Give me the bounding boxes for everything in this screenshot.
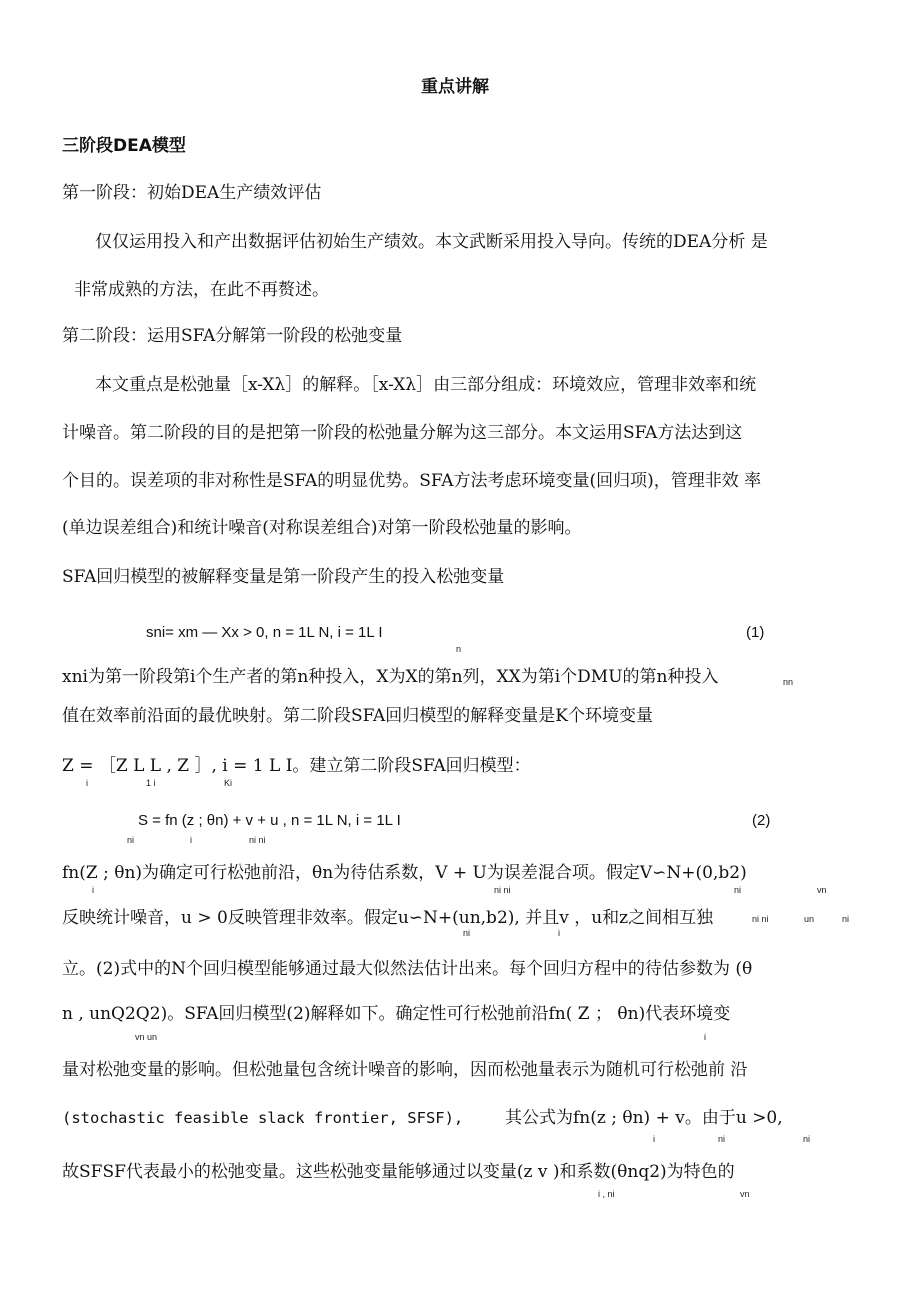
body-subscript: un bbox=[804, 914, 815, 924]
stage2-paragraph-line: 本文重点是松弛量［x-Xλ］的解释。［x-Xλ］由三部分组成：环境效应，管理非效率和统 bbox=[95, 375, 757, 395]
sfa-intro: SFA回归模型的被解释变量是第一阶段产生的投入松弛变量 bbox=[62, 567, 505, 587]
page-title: 重点讲解 bbox=[421, 77, 489, 97]
section-heading: 三阶段DEA模型 bbox=[62, 136, 186, 156]
body-subscript: i bbox=[92, 885, 94, 895]
equation-2-subscript: i bbox=[190, 835, 192, 845]
equation-1: sni= xm — Xx > 0, n = 1L N, i = 1L I bbox=[146, 624, 383, 641]
body-subscript: i bbox=[558, 928, 560, 938]
equation-1-number: (1) bbox=[746, 624, 765, 641]
body-line: 量对松弛变量的影响。但松弛量包含统计噪音的影响，因而松弛量表示为随机可行松弛前 沿 bbox=[62, 1060, 748, 1080]
body-subscript: i bbox=[704, 1032, 706, 1042]
z-subscript: i bbox=[86, 778, 88, 788]
body-line: 其公式为fn(z ; θn) + v。由于u >0, bbox=[505, 1108, 783, 1128]
body-subscript: ni ni bbox=[494, 885, 511, 895]
body-line-english: (stochastic feasible slack frontier, SFSF), bbox=[62, 1109, 464, 1127]
body-subscript: ni bbox=[734, 885, 742, 895]
equation-2-subscript: ni bbox=[127, 835, 135, 845]
z-subscript: 1 i bbox=[146, 778, 156, 788]
z-subscript: Ki bbox=[224, 778, 233, 788]
body-line: 立。(2)式中的N个回归模型能够通过最大似然法估计出来。每个回归方程中的待估参数为 (θ bbox=[62, 959, 753, 979]
z-vector-line: Z = ［Z L L , Z ］, i = 1 L I。建立第二阶段SFA回归模型： bbox=[62, 756, 531, 776]
body-subscript: i bbox=[653, 1134, 655, 1144]
stage2-paragraph-line: (单边误差组合)和统计噪音(对称误差组合)对第一阶段松弛量的影响。 bbox=[62, 518, 582, 538]
body-subscript: ni bbox=[718, 1134, 726, 1144]
stage1-heading: 第一阶段：初始DEA生产绩效评估 bbox=[62, 183, 322, 203]
body-subscript: vn bbox=[817, 885, 827, 895]
body-subscript: ni bbox=[463, 928, 471, 938]
body-subscript: ni bbox=[842, 914, 850, 924]
stage2-heading: 第二阶段：运用SFA分解第一阶段的松弛变量 bbox=[62, 326, 403, 346]
body-subscript: ni ni bbox=[752, 914, 769, 924]
equation-1-subscript: n bbox=[456, 644, 462, 654]
xni-definition: xni为第一阶段第i个生产者的第n种投入，X为X的第n列，XX为第i个DMU的第n种投入 bbox=[62, 667, 719, 687]
body-line: n , unQ2Q2)。SFA回归模型(2)解释如下。确定性可行松弛前沿fn( Z ； θn)代表环境变 bbox=[62, 1004, 731, 1024]
body-subscript: i , ni bbox=[598, 1189, 615, 1199]
equation-2-number: (2) bbox=[752, 812, 771, 829]
body-subscript: vn bbox=[740, 1189, 750, 1199]
explanatory-variables-line: 值在效率前沿面的最优映射。第二阶段SFA回归模型的解释变量是K个环境变量 bbox=[62, 706, 653, 726]
body-subscript: ni bbox=[803, 1134, 811, 1144]
body-line: fn(Z ; θn)为确定可行松弛前沿，θn为待估系数，V + U为误差混合项。假定V∽N+(0,b2) bbox=[62, 863, 747, 883]
body-line: 故SFSF代表最小的松弛变量。这些松弛变量能够通过以变量(z v )和系数(θnq2)为特色的 bbox=[62, 1162, 735, 1182]
stage1-paragraph-line: 非常成熟的方法，在此不再赘述。 bbox=[74, 280, 329, 300]
stage2-paragraph-line: 计噪音。第二阶段的目的是把第一阶段的松弛量分解为这三部分。本文运用SFA方法达到这 bbox=[62, 423, 743, 443]
body-line: 反映统计噪音，u > 0反映管理非效率。假定u∽N+(un,b2), 并且v ，u和z之间相互独 bbox=[62, 908, 714, 928]
equation-2-subscript: ni ni bbox=[249, 835, 266, 845]
stage1-paragraph-line: 仅仅运用投入和产出数据评估初始生产绩效。本文武断采用投入导向。传统的DEA分析 是 bbox=[95, 232, 768, 252]
equation-2: S = fn (z ; θn) + v + u , n = 1L N, i = 1L I bbox=[138, 812, 401, 829]
stage2-paragraph-line: 个目的。误差项的非对称性是SFA的明显优势。SFA方法考虑环境变量(回归项)，管理非效 率 bbox=[62, 471, 762, 491]
body-subscript: vn un bbox=[135, 1032, 158, 1042]
xni-definition-subscript: nn bbox=[783, 677, 794, 687]
